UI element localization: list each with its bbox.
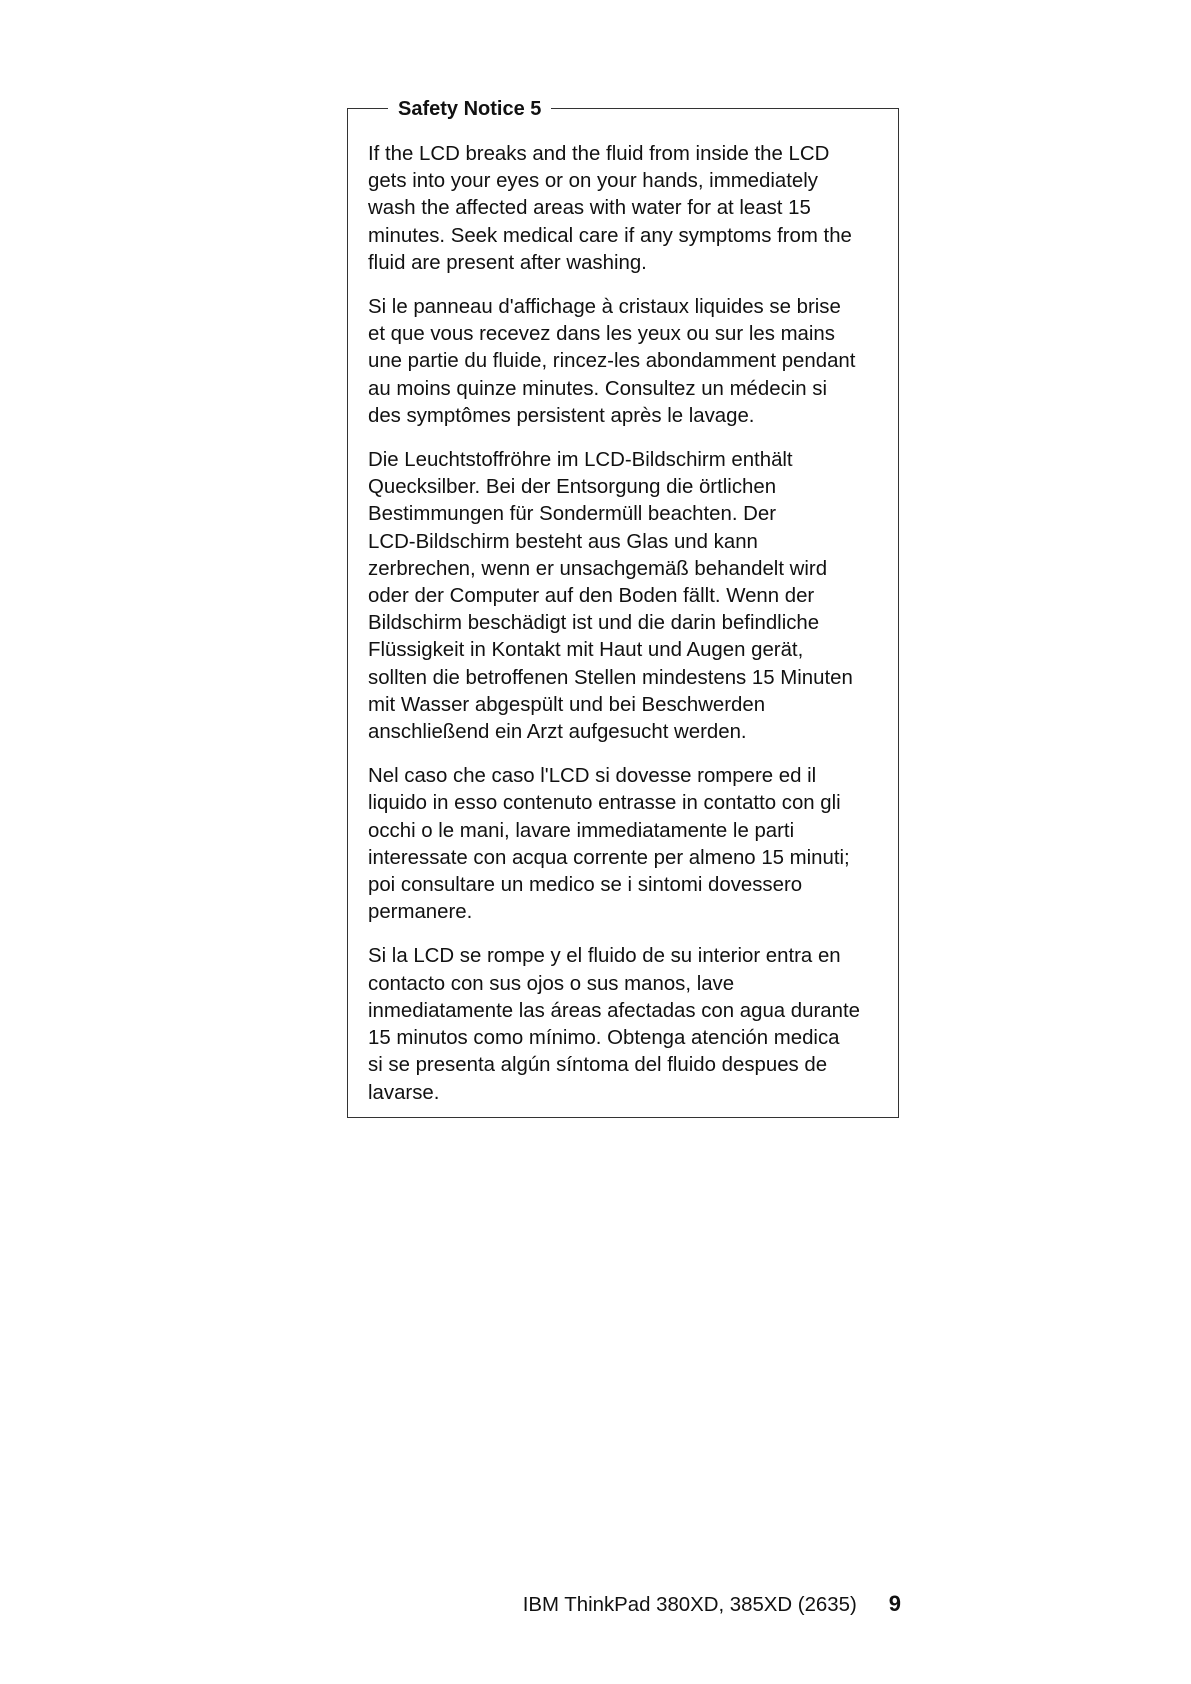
safety-notice-box xyxy=(347,98,899,1118)
page-footer xyxy=(523,1591,901,1617)
footer-product-name: IBM ThinkPad 380XD, 385XD (2635) xyxy=(522,1594,857,1616)
notice-paragraph-italian: Nel caso che caso l'LCD si dovesse rompere ed il liquido in esso contenuto entrasse in contatto con gli occhi o le mani, lavare immediatamente le parti interessate con acqua corrente per almeno 15 minuti; poi consultare un medico se i sintomi dovessero permanere. xyxy=(368,765,850,924)
notice-paragraph-spanish: Si la LCD se rompe y el fluido de su interior entra en contacto con sus ojos o sus manos, lave inmediatamente las áreas afectadas con agua durante 15 minutos como mínimo. Obtenga atención medica si se presenta algún síntoma del fluido despues de lavarse. xyxy=(368,945,860,1104)
notice-title: Safety Notice 5 xyxy=(388,96,551,122)
notice-paragraph-german: Die Leuchtstoffröhre im LCD-Bildschirm enthält Quecksilber. Bei der Entsorgung die örtlichen Bestimmungen für Sondermüll beachten. Der LCD-Bildschirm besteht aus Glas und kann zerbrechen, wenn er unsachgemäß behandelt wird oder der Computer auf den Boden fällt. Wenn der Bildschirm beschädigt ist und die darin befindliche Flüssigkeit in Kontakt mit Haut und Augen gerät, sollten die betroffenen Stellen mindestens 15 Minuten mit Wasser abgespült und bei Beschwerden anschließend ein Arzt aufgesucht werden. xyxy=(368,449,853,744)
page-number: 9 xyxy=(888,1591,901,1616)
notice-body xyxy=(368,141,898,1124)
notice-paragraph-french: Si le panneau d'affichage à cristaux liquides se brise et que vous recevez dans les yeux ou sur les mains une partie du fluide, rincez-les abondamment pendant au moins quinze minutes. Consultez un médecin si des symptômes persistent après le lavage. xyxy=(368,296,856,427)
notice-paragraph-english: If the LCD breaks and the fluid from inside the LCD gets into your eyes or on your hands, immediately wash the affected areas with water for at least 15 minutes. Seek medical care if any symptoms from the fluid are present after washing. xyxy=(368,143,852,274)
